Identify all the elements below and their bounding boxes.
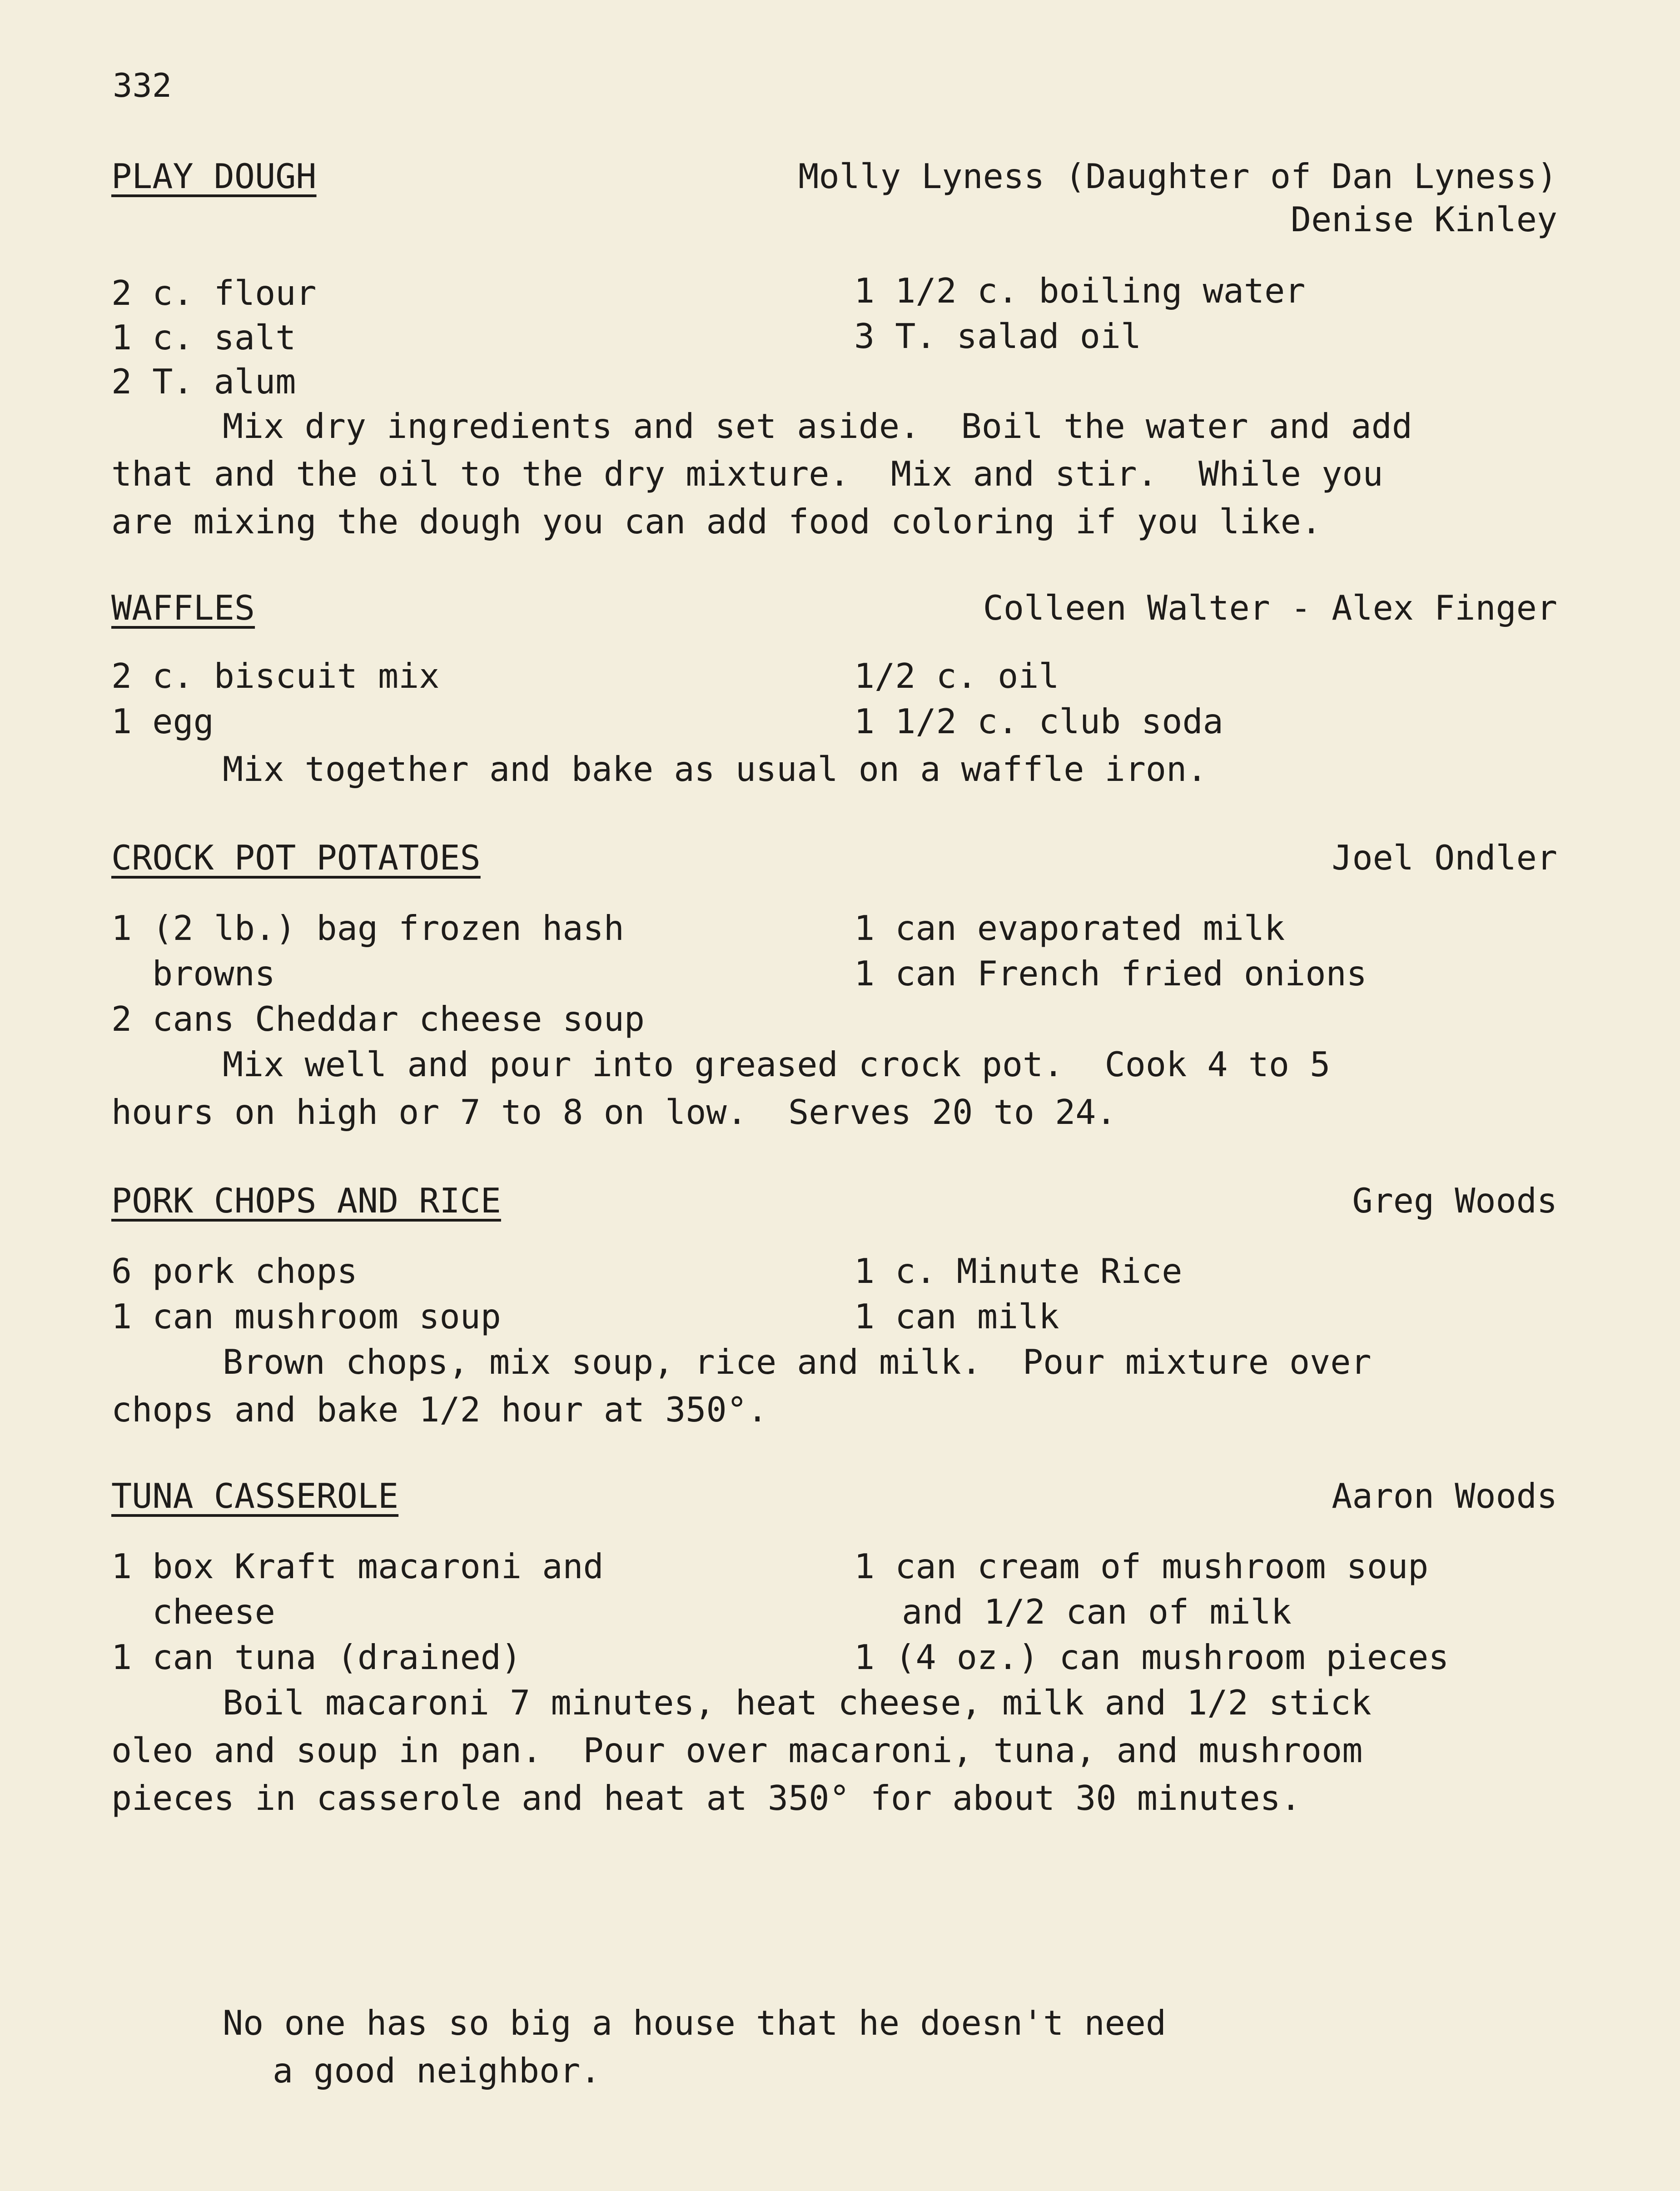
ingredient-item: 1 can tuna (drained) <box>111 1637 522 1677</box>
ingredient-item: cheese <box>152 1592 275 1632</box>
ingredient-item: 1 1/2 c. club soda <box>854 701 1223 741</box>
direction-line: Mix well and pour into greased crock pot. Cook 4 to 5 <box>223 1044 1331 1084</box>
recipe-contributor: Aaron Woods <box>1332 1476 1557 1516</box>
ingredient-item: 1 can mushroom soup <box>111 1297 501 1336</box>
ingredient-item: 1 can French fried onions <box>854 954 1367 994</box>
ingredient-item: 1 c. Minute Rice <box>854 1251 1183 1291</box>
ingredient-item: 1 can evaporated milk <box>854 908 1285 948</box>
ingredient-item: 2 c. biscuit mix <box>111 656 440 696</box>
ingredient-item: 1 box Kraft macaroni and <box>111 1546 604 1586</box>
ingredient-item: 1 (2 lb.) bag frozen hash <box>111 908 624 948</box>
ingredient-item: and 1/2 can of milk <box>902 1592 1292 1632</box>
recipe-contributor: Colleen Walter - Alex Finger <box>983 588 1557 628</box>
recipe-contributor: Joel Ondler <box>1332 838 1557 878</box>
quote-line: a good neighbor. <box>273 2051 601 2091</box>
recipe-contributor: Greg Woods <box>1352 1181 1557 1221</box>
direction-line: pieces in casserole and heat at 350° for about 30 minutes. <box>111 1778 1301 1818</box>
ingredient-item: browns <box>152 954 275 994</box>
direction-line: chops and bake 1/2 hour at 350°. <box>111 1390 768 1430</box>
recipe-title: CROCK POT POTATOES <box>111 838 481 878</box>
direction-line: hours on high or 7 to 8 on low. Serves 20 to 24. <box>111 1092 1117 1132</box>
ingredient-item: 1 1/2 c. boiling water <box>854 271 1306 311</box>
direction-line: Mix dry ingredients and set aside. Boil the water and add <box>223 406 1412 446</box>
ingredient-item: 1 can milk <box>854 1297 1059 1336</box>
ingredient-item: 2 T. alum <box>111 362 296 402</box>
ingredient-item: 2 c. flour <box>111 273 317 313</box>
ingredient-item: 6 pork chops <box>111 1251 358 1291</box>
ingredient-item: 1 egg <box>111 701 214 741</box>
recipe-title: PORK CHOPS AND RICE <box>111 1181 501 1221</box>
quote-line: No one has so big a house that he doesn't need <box>223 2003 1167 2043</box>
direction-line: Brown chops, mix soup, rice and milk. Pour mixture over <box>223 1342 1372 1382</box>
direction-line: Boil macaroni 7 minutes, heat cheese, milk and 1/2 stick <box>223 1683 1372 1723</box>
ingredient-item: 3 T. salad oil <box>854 316 1142 356</box>
direction-line: are mixing the dough you can add food coloring if you like. <box>111 502 1322 542</box>
ingredient-item: 1 (4 oz.) can mushroom pieces <box>854 1637 1449 1677</box>
recipe-contributor: Molly Lyness (Daughter of Dan Lyness) <box>798 156 1557 196</box>
recipe-contributor: Denise Kinley <box>1291 199 1557 239</box>
ingredient-item: 1/2 c. oil <box>854 656 1059 696</box>
direction-line: that and the oil to the dry mixture. Mix and stir. While you <box>111 454 1383 494</box>
ingredient-item: 1 can cream of mushroom soup <box>854 1546 1429 1586</box>
recipe-title: PLAY DOUGH <box>111 156 317 196</box>
recipe-title: TUNA CASSEROLE <box>111 1476 399 1516</box>
recipe-title: WAFFLES <box>111 588 255 628</box>
ingredient-item: 1 c. salt <box>111 318 296 358</box>
ingredient-item: 2 cans Cheddar cheese soup <box>111 999 645 1039</box>
direction-line: oleo and soup in pan. Pour over macaroni, tuna, and mushroom <box>111 1730 1363 1770</box>
page-number: 332 <box>113 66 172 104</box>
direction-line: Mix together and bake as usual on a waffle iron. <box>223 749 1208 789</box>
